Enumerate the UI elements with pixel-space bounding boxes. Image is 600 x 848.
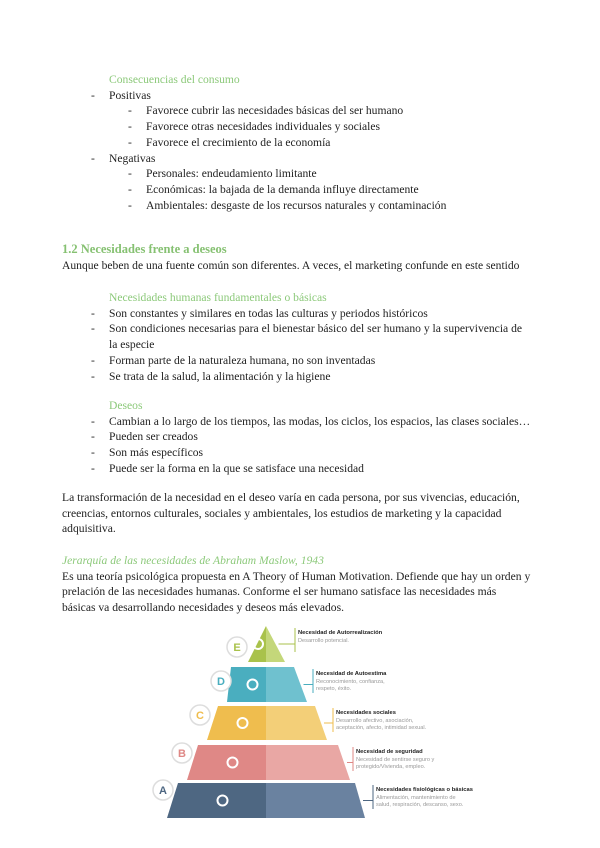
level-description: protegido/Vivienda, empleo.	[356, 764, 426, 770]
list-item: - Negativas	[62, 151, 532, 167]
level-description: Necesidad de sentirse seguro y	[356, 757, 435, 763]
level-description: respeto, éxito.	[316, 686, 352, 692]
list-item: - Son más específicos	[62, 445, 532, 461]
level-description: Desarrollo afectivo, asociación,	[336, 718, 414, 724]
pyramid-layer-illustration	[266, 667, 307, 702]
maslow-title: Jerarquía de las necesidades de Abraham Maslow, 1943	[62, 554, 324, 567]
level-letter: C	[196, 710, 204, 722]
list-item: - Pueden ser creados	[62, 429, 532, 445]
pyramid-layer-illustration	[266, 706, 327, 740]
list-item: - Puede ser la forma en la que se satisface una necesidad	[62, 461, 532, 477]
transformacion-paragraph: La transformación de la necesidad en el deseo varía en cada persona, por sus vivencias, educación, creencias, entornos culturales, sociales y ambientales, los estudios de marketing y la capacidad adquisitiva.	[62, 491, 520, 536]
level-title: Necesidad de seguridad	[356, 749, 423, 755]
subheading: Necesidades humanas fundamentales o básicas	[109, 291, 327, 304]
level-letter: E	[233, 642, 241, 654]
level-title: Necesidad de Autoestima	[316, 671, 387, 677]
level-description: Desarrollo potencial.	[298, 638, 349, 644]
level-title: Necesidad de Autorrealización	[298, 630, 383, 636]
pyramid-layer-illustration	[266, 783, 365, 818]
level-letter: B	[178, 748, 186, 760]
list-item: - Favorece otras necesidades individuales y sociales	[62, 119, 532, 135]
level-description: aceptación, afecto, intimidad sexual.	[336, 725, 427, 731]
level-description: Reconocimiento, confianza,	[316, 679, 385, 685]
intro-text: Aunque beben de una fuente común son diferentes. A veces, el marketing confunde en este sentido	[62, 258, 520, 272]
level-description: salud, respiración, descanso, sexo.	[376, 802, 464, 808]
list-item: - Son condiciones necesarias para el bienestar básico del ser humano y la supervivencia de la especie	[62, 321, 532, 352]
list-item: - Cambian a lo largo de los tiempos, las modas, los ciclos, los espacios, las clases sociales…	[62, 414, 532, 430]
list-item: - Son constantes y similares en todas las culturas y periodos históricos	[62, 306, 532, 322]
list-item: - Personales: endeudamiento limitante	[62, 166, 532, 182]
maslow-text: Es una teoría psicológica propuesta en A Theory of Human Motivation. Defiende que hay un orden y prelación de las necesidades humanas. Conforme el ser humano satisface las necesidades más básicas va desarrollando necesidades y deseos más elevados.	[62, 569, 531, 615]
list-item: - Positivas	[62, 88, 532, 104]
list-item: - Económicas: la bajada de la demanda influye directamente	[62, 182, 532, 198]
level-letter: A	[159, 785, 167, 797]
level-description: Alimentación, mantenimiento de	[376, 795, 456, 801]
level-letter: D	[217, 676, 225, 688]
section-heading: 1.2 Necesidades frente a deseos	[62, 242, 227, 256]
pyramid-layer-illustration	[266, 745, 350, 780]
list-item: - Favorece cubrir las necesidades básicas del ser humano	[62, 103, 532, 119]
list-item: - Ambientales: desgaste de los recursos naturales y contaminación	[62, 198, 532, 214]
list-item: - Favorece el crecimiento de la economía	[62, 135, 532, 151]
subheading: Consecuencias del consumo	[109, 73, 240, 86]
list-item: - Se trata de la salud, la alimentación y la higiene	[62, 369, 532, 385]
level-title: Necesidades fisiológicas o básicas	[376, 787, 473, 793]
list-item: - Forman parte de la naturaleza humana, no son inventadas	[62, 353, 532, 369]
level-title: Necesidades sociales	[336, 710, 396, 716]
subheading: Deseos	[109, 399, 143, 412]
